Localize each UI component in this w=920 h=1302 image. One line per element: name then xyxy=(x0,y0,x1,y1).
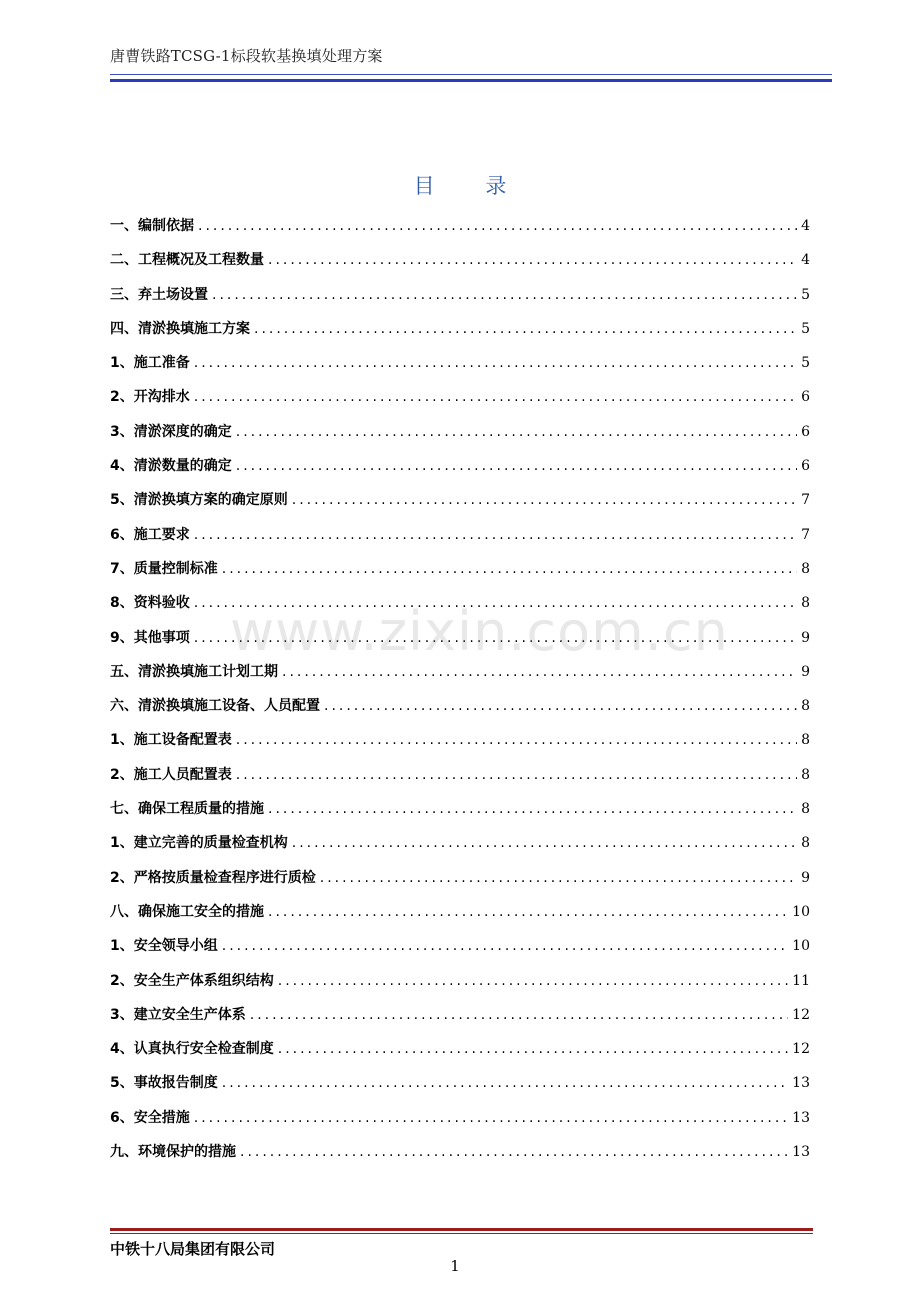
document-header-title: 唐曹铁路TCSG-1标段软基换填处理方案 xyxy=(110,47,383,65)
toc-leader-dots xyxy=(236,723,797,757)
toc-entry-page: 13 xyxy=(792,1109,810,1126)
toc-entry-page: 8 xyxy=(801,595,810,612)
toc-entry[interactable] xyxy=(110,518,810,552)
toc-leader-dots xyxy=(194,346,797,380)
toc-entry[interactable] xyxy=(110,758,810,792)
toc-entry-label: 4、认真执行安全检查制度 xyxy=(110,1041,274,1058)
toc-entry[interactable] xyxy=(110,723,810,757)
toc-entry-label: 一、编制依据 xyxy=(110,218,194,234)
toc-entry-label: 1、施工设备配置表 xyxy=(110,732,232,749)
toc-entry-label: 9、其他事项 xyxy=(110,629,190,646)
toc-leader-dots xyxy=(268,243,797,277)
toc-leader-dots xyxy=(222,929,788,963)
toc-entry-page: 10 xyxy=(792,938,810,955)
toc-entry[interactable] xyxy=(110,415,810,449)
toc-entry[interactable] xyxy=(110,312,810,346)
toc-entry-label: 九、环境保护的措施 xyxy=(110,1144,236,1161)
toc-entry-label: 4、清淤数量的确定 xyxy=(110,458,232,475)
toc-entry-page: 8 xyxy=(801,835,810,852)
toc-entry[interactable] xyxy=(110,861,810,895)
toc-leader-dots xyxy=(198,209,797,243)
toc-entry[interactable] xyxy=(110,346,810,380)
toc-entry-label: 1、安全领导小组 xyxy=(110,938,218,955)
header-divider-thin xyxy=(110,74,832,75)
toc-entry-page: 8 xyxy=(801,732,810,749)
toc-entry-page: 13 xyxy=(792,1075,810,1092)
toc-entry-page: 6 xyxy=(801,423,810,440)
toc-entry[interactable] xyxy=(110,1101,810,1135)
toc-entry-page: 7 xyxy=(801,526,810,543)
toc-entry[interactable] xyxy=(110,895,810,929)
toc-leader-dots xyxy=(292,483,797,517)
toc-entry-label: 2、施工人员配置表 xyxy=(110,766,232,783)
toc-list xyxy=(110,209,810,1169)
toc-leader-dots xyxy=(320,861,797,895)
toc-entry[interactable] xyxy=(110,1032,810,1066)
toc-entry-page: 5 xyxy=(801,320,810,337)
toc-entry-page: 6 xyxy=(801,458,810,475)
toc-entry[interactable] xyxy=(110,278,810,312)
toc-entry-label: 2、严格按质量检查程序进行质检 xyxy=(110,869,316,886)
toc-entry-label: 6、安全措施 xyxy=(110,1109,190,1126)
toc-entry-label: 四、清淤换填施工方案 xyxy=(110,320,250,337)
toc-entry[interactable] xyxy=(110,449,810,483)
toc-entry[interactable] xyxy=(110,243,810,277)
toc-entry[interactable] xyxy=(110,209,810,243)
toc-entry-page: 8 xyxy=(801,801,810,818)
toc-entry-label: 5、清淤换填方案的确定原则 xyxy=(110,492,288,509)
toc-entry-page: 4 xyxy=(801,218,810,234)
toc-entry[interactable] xyxy=(110,380,810,414)
toc-entry-label: 六、清淤换填施工设备、人员配置 xyxy=(110,698,320,715)
toc-entry[interactable] xyxy=(110,792,810,826)
toc-entry[interactable] xyxy=(110,964,810,998)
toc-entry-label: 5、事故报告制度 xyxy=(110,1075,218,1092)
toc-leader-dots xyxy=(194,380,797,414)
toc-entry-page: 8 xyxy=(801,766,810,783)
toc-leader-dots xyxy=(222,552,797,586)
toc-entry-page: 9 xyxy=(801,663,810,680)
footer-company-name: 中铁十八局集团有限公司 xyxy=(110,1240,276,1258)
toc-leader-dots xyxy=(212,278,797,312)
toc-entry[interactable] xyxy=(110,483,810,517)
toc-leader-dots xyxy=(240,1135,788,1169)
toc-entry-label: 1、建立完善的质量检查机构 xyxy=(110,835,288,852)
toc-entry-page: 8 xyxy=(801,560,810,577)
toc-entry-page: 11 xyxy=(792,972,810,989)
toc-entry-page: 5 xyxy=(801,355,810,372)
toc-entry-page: 10 xyxy=(792,903,810,920)
toc-entry-page: 12 xyxy=(792,1041,810,1058)
footer-divider-thick xyxy=(110,1228,813,1231)
toc-entry-page: 6 xyxy=(801,389,810,406)
toc-leader-dots xyxy=(254,312,797,346)
toc-entry-page: 9 xyxy=(801,869,810,886)
header-divider-thick xyxy=(110,79,832,82)
toc-entry[interactable] xyxy=(110,1066,810,1100)
toc-leader-dots xyxy=(278,1032,788,1066)
toc-entry[interactable] xyxy=(110,552,810,586)
toc-entry-label: 2、安全生产体系组织结构 xyxy=(110,972,274,989)
toc-entry-page: 13 xyxy=(792,1144,810,1161)
toc-entry-label: 1、施工准备 xyxy=(110,355,190,372)
toc-leader-dots xyxy=(222,1066,788,1100)
footer-divider-thin xyxy=(110,1233,813,1234)
toc-leader-dots xyxy=(278,964,788,998)
toc-entry[interactable] xyxy=(110,929,810,963)
toc-leader-dots xyxy=(194,518,797,552)
toc-title: 目 录 xyxy=(413,174,529,198)
toc-leader-dots xyxy=(194,1101,788,1135)
toc-entry-page: 8 xyxy=(801,698,810,715)
toc-leader-dots xyxy=(236,758,797,792)
toc-entry-label: 3、清淤深度的确定 xyxy=(110,423,232,440)
toc-entry-label: 七、确保工程质量的措施 xyxy=(110,801,264,818)
watermark-text: www.zixin.com.cn xyxy=(230,600,729,663)
toc-leader-dots xyxy=(268,895,788,929)
toc-leader-dots xyxy=(292,826,797,860)
toc-entry-label: 八、确保施工安全的措施 xyxy=(110,903,264,920)
toc-entry-label: 6、施工要求 xyxy=(110,526,190,543)
toc-entry-label: 2、开沟排水 xyxy=(110,389,190,406)
toc-entry-label: 二、工程概况及工程数量 xyxy=(110,252,264,269)
toc-entry-page: 9 xyxy=(801,629,810,646)
toc-entry-page: 12 xyxy=(792,1006,810,1023)
toc-entry[interactable] xyxy=(110,1135,810,1169)
toc-entry-label: 五、清淤换填施工计划工期 xyxy=(110,663,278,680)
toc-leader-dots xyxy=(236,449,797,483)
toc-leader-dots xyxy=(236,415,797,449)
toc-entry[interactable] xyxy=(110,826,810,860)
toc-entry-label: 8、资料验收 xyxy=(110,595,190,612)
toc-entry[interactable] xyxy=(110,998,810,1032)
toc-entry[interactable] xyxy=(110,689,810,723)
toc-entry-label: 7、质量控制标准 xyxy=(110,560,218,577)
toc-leader-dots xyxy=(250,998,788,1032)
toc-entry-page: 5 xyxy=(801,286,810,303)
toc-leader-dots xyxy=(268,792,797,826)
toc-entry-label: 3、建立安全生产体系 xyxy=(110,1006,246,1023)
toc-entry-label: 三、弃土场设置 xyxy=(110,286,208,303)
toc-entry-page: 7 xyxy=(801,492,810,509)
page-number: 1 xyxy=(450,1257,460,1275)
toc-leader-dots xyxy=(324,689,797,723)
toc-entry-page: 4 xyxy=(801,252,810,269)
